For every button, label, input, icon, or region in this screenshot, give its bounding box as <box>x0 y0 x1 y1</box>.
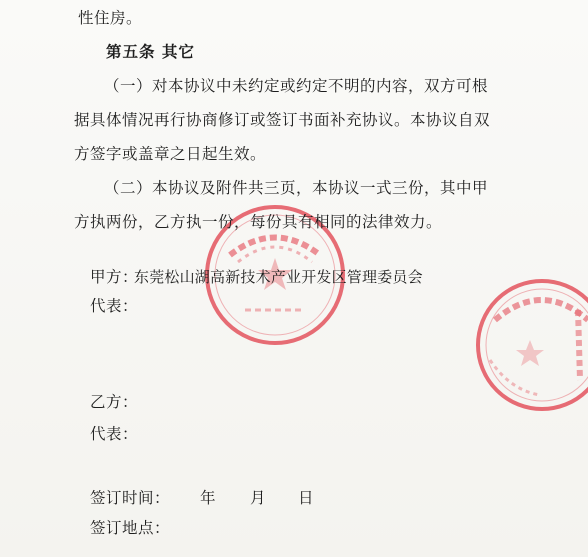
sign-day-label: 日 <box>298 489 315 507</box>
sign-year-label: 年 <box>200 489 217 507</box>
party-a-name: 东莞松山湖高新技术产业开发区管理委员会 <box>134 268 423 286</box>
sign-time-label: 签订时间： <box>90 489 171 507</box>
clause-1-line-3: 方签字或盖章之日起生效。 <box>74 145 267 163</box>
clause-1-line-2: 据具体情况再行协商修订或签订书面补充协议。本协议自双 <box>74 111 491 129</box>
clause-2-line-1: （二）本协议及附件共三页，本协议一式三份，其中甲 <box>104 179 489 197</box>
sign-month-label: 月 <box>250 489 267 507</box>
clause-1-line-1: （一）对本协议中未约定或约定不明的内容，双方可根 <box>104 77 489 95</box>
party-b-label: 乙方： <box>90 393 139 411</box>
clause-2-line-2: 方执两份，乙方执一份，每份具有相同的法律效力。 <box>74 213 443 231</box>
text-line-continuation: 性住房。 <box>78 9 143 27</box>
section-heading: 第五条 其它 <box>106 43 195 61</box>
party-a-label: 甲方： <box>90 268 139 286</box>
sign-place-label: 签订地点： <box>90 519 171 537</box>
cross-page-seal-stamp <box>470 270 588 420</box>
party-b-representative-label: 代表： <box>90 425 139 443</box>
party-a-representative-label: 代表： <box>90 297 139 315</box>
